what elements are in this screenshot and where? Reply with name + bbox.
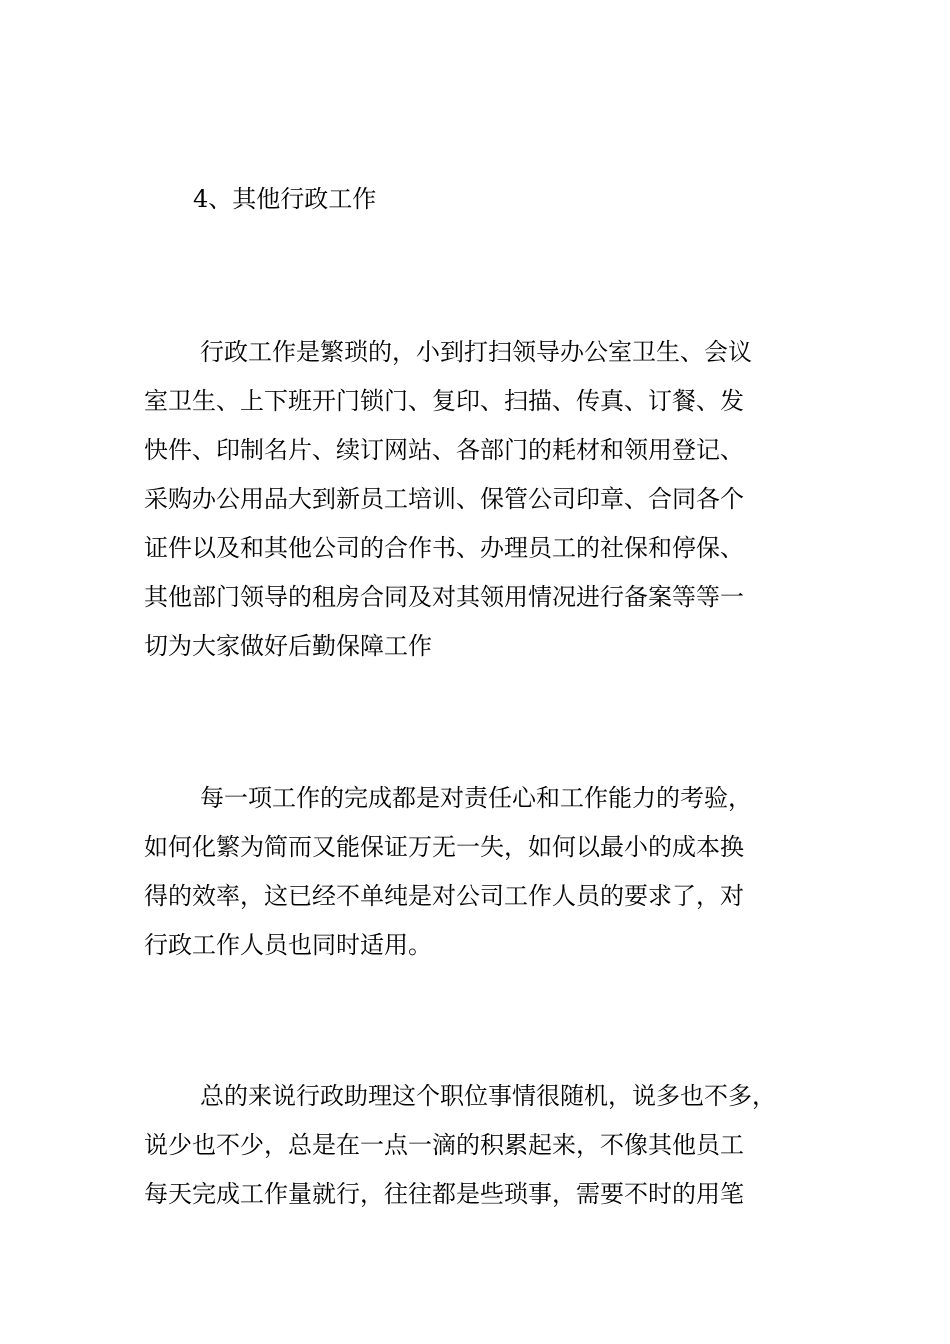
paragraph-line: 行政工作人员也同时适用。 (144, 931, 432, 959)
paragraph-line: 如何化繁为简而又能保证万无一失，如何以最小的成本换 (144, 833, 744, 861)
paragraph-line: 每天完成工作量就行，往往都是些琐事，需要不时的用笔 (144, 1180, 744, 1208)
paragraph-work-quality (144, 774, 814, 970)
paragraph-line: 室卫生、上下班开门锁门、复印、扫描、传真、订餐、发 (144, 387, 744, 415)
paragraph-line: 行政工作是繁琐的，小到打扫领导办公室卫生、会议 (200, 338, 752, 366)
paragraph-line: 每一项工作的完成都是对责任心和工作能力的考验， (200, 784, 752, 812)
section-heading: 4、其他行政工作 (193, 185, 377, 213)
paragraph-line: 得的效率，这已经不单纯是对公司工作人员的要求了，对 (144, 882, 744, 910)
paragraph-line: 其他部门领导的租房合同及对其领用情况进行备案等等一 (144, 583, 744, 611)
paragraph-summary (144, 1072, 814, 1219)
paragraph-line: 说少也不少，总是在一点一滴的积累起来，不像其他员工 (144, 1131, 744, 1159)
paragraph-line: 证件以及和其他公司的合作书、办理员工的社保和停保、 (144, 534, 744, 562)
paragraph-line: 采购办公用品大到新员工培训、保管公司印章、合同各个 (144, 485, 744, 513)
paragraph-line: 切为大家做好后勤保障工作 (144, 632, 432, 660)
paragraph-line: 快件、印制名片、续订网站、各部门的耗材和领用登记、 (144, 436, 744, 464)
paragraph-admin-tasks (144, 328, 814, 671)
paragraph-line: 总的来说行政助理这个职位事情很随机，说多也不多， (200, 1082, 776, 1110)
